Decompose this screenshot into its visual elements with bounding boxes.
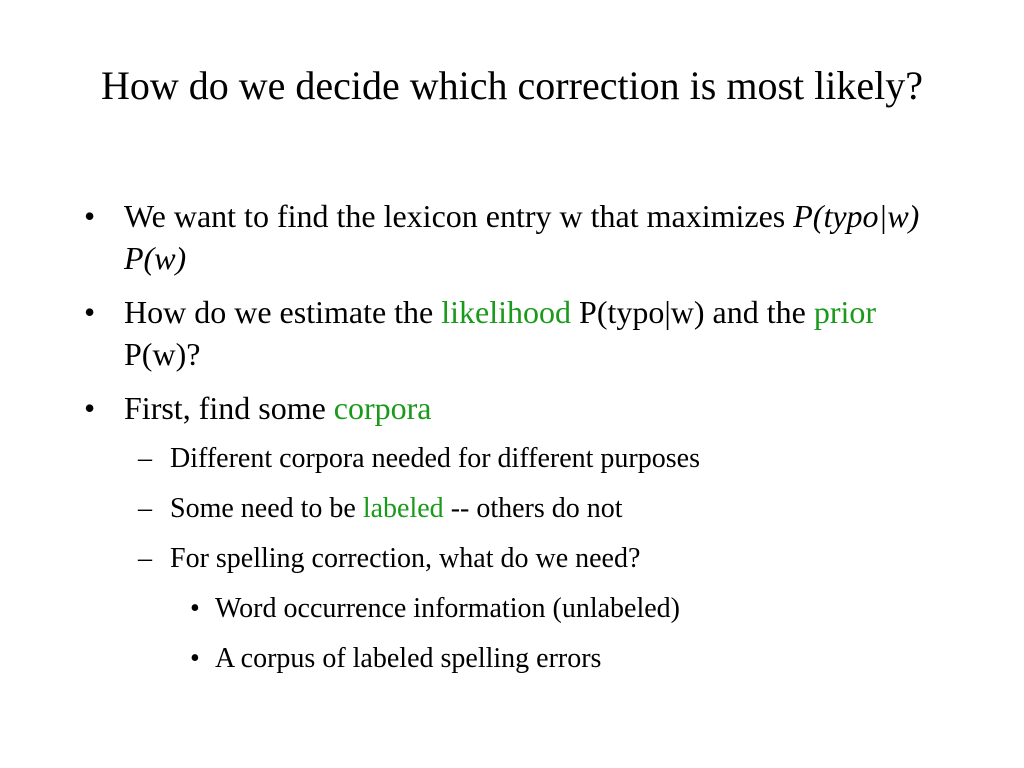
bullet-item-estimate [0, 291, 1024, 375]
subsubitem-text: A corpus of labeled spelling errors [215, 643, 602, 674]
bullet-text: First, find some [124, 390, 334, 426]
bullet-marker: • [84, 390, 96, 426]
subsubitem-word-occurrence [0, 591, 1024, 627]
term-likelihood: likelihood [441, 294, 572, 330]
term-corpora: corpora [333, 390, 432, 426]
dash-marker: – [138, 443, 152, 474]
bullet-marker: • [84, 294, 96, 330]
bullet-text: We want to find the lexicon entry w that maximizes [124, 198, 794, 234]
term-prior: prior [813, 294, 877, 330]
bullet-text: How do we estimate the [124, 294, 442, 330]
bullet-text: P(w)? [124, 336, 201, 372]
subitem-text: For spelling correction, what do we need? [170, 543, 641, 574]
subsubitem-text: Word occurrence information (unlabeled) [215, 593, 680, 624]
subsubitem-labeled-errors [0, 641, 1024, 677]
dash-marker: – [138, 493, 152, 524]
bullet-marker: • [190, 643, 200, 674]
subitem-text: Some need to be [170, 493, 363, 524]
bullet-marker: • [84, 198, 96, 234]
term-labeled: labeled [362, 493, 444, 524]
bullet-item-corpora [0, 387, 1024, 429]
bullet-text: P(typo|w) and the [571, 294, 814, 330]
subitem-spelling-correction [0, 541, 1024, 577]
subitem-text: Different corpora needed for different purposes [170, 443, 700, 474]
formula-text: P(typo|w) P(w) [124, 198, 920, 276]
subitem-different-corpora [0, 441, 1024, 477]
dash-marker: – [138, 543, 152, 574]
subitem-labeled [0, 491, 1024, 527]
bullet-marker: • [190, 593, 200, 624]
subitem-text: -- others do not [443, 493, 623, 524]
slide-body [0, 195, 1024, 691]
slide-title: How do we decide which correction is most likely? [101, 63, 923, 108]
bullet-item-maximize [0, 195, 1024, 279]
